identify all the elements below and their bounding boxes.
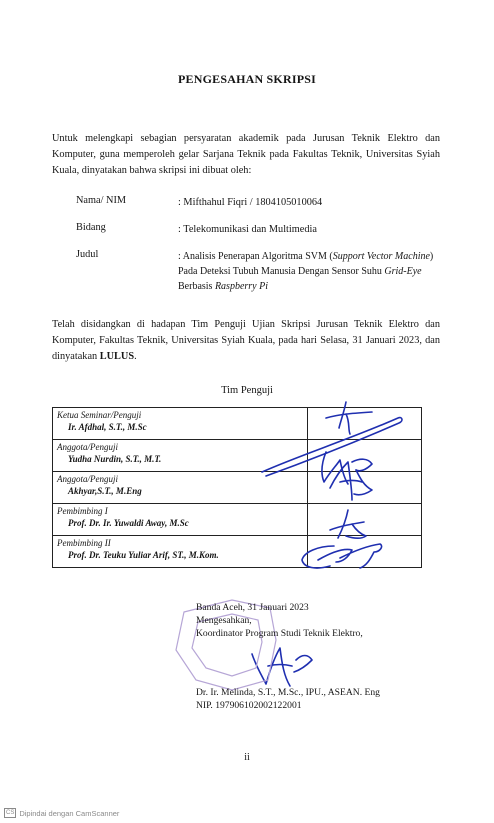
- committee-role: Ketua Seminar/Penguji: [57, 410, 142, 420]
- page-number: ii: [244, 752, 250, 763]
- camscanner-icon: CS: [6, 810, 15, 816]
- committee-name-cell: [53, 440, 308, 472]
- committee-role: Pembimbing I: [57, 506, 108, 516]
- committee-name-cell: [53, 536, 308, 568]
- approval-signer: Dr. Ir. Melinda, S.T., M.Sc., IPU., ASEAN. Eng: [196, 687, 380, 698]
- committee-row: [53, 472, 422, 504]
- approval-place-date: Banda Aceh, 31 Januari 2023: [196, 602, 309, 613]
- committee-name-cell: [53, 408, 308, 440]
- committee-signature-cell: [308, 408, 422, 440]
- committee-row: [53, 504, 422, 536]
- approval-nip: NIP. 197906102002122001: [196, 700, 302, 711]
- committee-table: [52, 407, 422, 568]
- judul-text-5: Berbasis: [178, 281, 215, 292]
- committee-role: Pembimbing II: [57, 538, 111, 548]
- field-value-bidang: : Telekomunikasi dan Multimedia: [178, 224, 317, 235]
- field-label-judul: Judul: [76, 249, 99, 260]
- scanner-watermark: [4, 808, 119, 818]
- defense-paragraph: [52, 317, 440, 365]
- defense-text: Telah disidangkan di hadapan Tim Penguji Ujian Skripsi Jurusan Teknik Elektro dan Komputer, Fakultas Teknik, Universitas Syiah Kuala, pada hari Selasa, 31 Januari 2023, dan dinyatakan: [52, 319, 440, 362]
- committee-signature-cell: [308, 440, 422, 472]
- committee-role: Anggota/Penguji: [57, 442, 118, 452]
- judul-text-2: Support Vector Machine: [332, 251, 430, 262]
- field-value-nama: : Mifthahul Fiqri / 1804105010064: [178, 197, 323, 208]
- committee-name-cell: [53, 472, 308, 504]
- judul-text-4: Grid-Eye: [384, 266, 422, 277]
- committee-title: Tim Penguji: [221, 385, 273, 396]
- document-title: PENGESAHAN SKRIPSI: [178, 72, 316, 86]
- committee-member: Ir. Afdhal, S.T., M.Sc: [68, 422, 147, 432]
- approval-line1: Mengesahkan,: [196, 615, 252, 626]
- defense-end: .: [134, 351, 137, 362]
- committee-signature-cell: [308, 504, 422, 536]
- intro-paragraph: Untuk melengkapi sebagian persyaratan akademik pada Jurusan Teknik Elektro dan Komputer, guna memperoleh gelar Sarjana Teknik pada Fakultas Teknik, Universitas Syiah Kuala, dinyatakan bahwa skripsi ini dibuat oleh:: [52, 133, 440, 176]
- watermark-text: Dipindai dengan CamScanner: [19, 808, 120, 818]
- judul-text-3: ) Pada Deteksi Tubuh Manusia Dengan Sensor Suhu: [178, 251, 434, 277]
- committee-signature-cell: [308, 536, 422, 568]
- committee-signature-cell: [308, 472, 422, 504]
- committee-role: Anggota/Penguji: [57, 474, 118, 484]
- field-label-nama: Nama/ NIM: [76, 195, 127, 206]
- judul-text-6: Raspberry Pi: [214, 281, 268, 292]
- committee-member: Akhyar,S.T., M.Eng: [68, 486, 142, 496]
- approval-line2: Koordinator Program Studi Teknik Elektro,: [196, 628, 363, 639]
- committee-member: Prof. Dr. Ir. Yuwaldi Away, M.Sc: [68, 518, 189, 528]
- defense-result: LULUS: [99, 351, 135, 362]
- field-label-bidang: Bidang: [76, 222, 106, 233]
- committee-row: [53, 440, 422, 472]
- committee-member: Yudha Nurdin, S.T., M.T.: [68, 454, 162, 464]
- committee-row: [53, 408, 422, 440]
- committee-name-cell: [53, 504, 308, 536]
- committee-row: [53, 536, 422, 568]
- signature-melinda: [252, 648, 312, 686]
- judul-text-1: : Analisis Penerapan Algoritma SVM (: [178, 251, 333, 262]
- committee-member: Prof. Dr. Teuku Yuliar Arif, ST., M.Kom.: [68, 550, 219, 560]
- field-value-judul: [178, 249, 436, 294]
